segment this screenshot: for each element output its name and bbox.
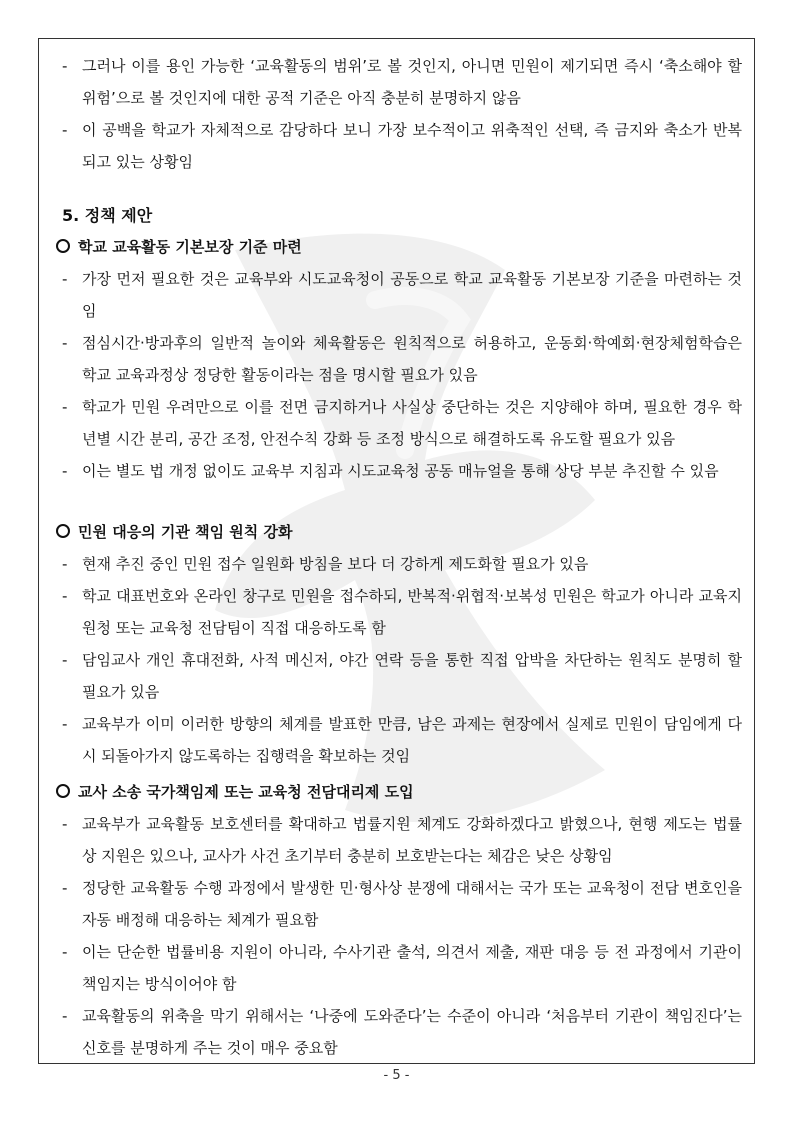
dash-marker: - [62, 57, 68, 75]
subsection-2-bullet-4 [62, 708, 742, 772]
bullet-text: 그러나 이를 용인 가능한 ‘교육활동의 범위’로 볼 것인지, 아니면 민원이 제기되면 즉시 ‘축소해야 할 위험’으로 볼 것인지에 대한 공적 기준은 아직 충분히 분명하지 않음 [82, 57, 742, 107]
bullet-text: 현재 추진 중인 민원 접수 일원화 방침을 보다 더 강하게 제도화할 필요가 있음 [82, 555, 589, 573]
bullet-text: 정당한 교육활동 수행 과정에서 발생한 민·형사상 분쟁에 대해서는 국가 또는 교육청이 전담 변호인을 자동 배정해 대응하는 체계가 필요함 [82, 879, 742, 929]
intro-bullet-2 [62, 114, 742, 178]
dash-marker: - [62, 270, 68, 288]
dash-marker: - [62, 121, 68, 139]
subsection-3-bullet-2 [62, 872, 742, 936]
dash-marker: - [62, 398, 68, 416]
subsection-3-bullet-1 [62, 808, 742, 872]
section-title: 5. 정책 제안 [62, 206, 153, 225]
circle-bullet-icon [56, 784, 70, 798]
intro-bullet-1 [62, 50, 742, 114]
bullet-text: 이는 별도 법 개정 없이도 교육부 지침과 시도교육청 공동 매뉴얼을 통해 상당 부분 추진할 수 있음 [82, 462, 719, 480]
bullet-text: 교육부가 이미 이러한 방향의 체계를 발표한 만큼, 남은 과제는 현장에서 실제로 민원이 담임에게 다시 되돌아가지 않도록하는 집행력을 확보하는 것임 [82, 715, 742, 765]
subsection-1-bullet-4 [62, 455, 742, 487]
subsection-1-bullet-3 [62, 391, 742, 455]
dash-marker: - [62, 651, 68, 669]
subsection-2-bullet-3 [62, 644, 742, 708]
subsection-1-bullet-1 [62, 263, 742, 327]
page-number: - 5 - [383, 1068, 410, 1083]
subsection-heading-text: 민원 대응의 기관 책임 원칙 강화 [78, 523, 293, 541]
circle-bullet-icon [56, 524, 70, 538]
dash-marker: - [62, 462, 68, 480]
subsection-heading-text: 교사 소송 국가책임제 또는 교육청 전담대리제 도입 [78, 783, 414, 801]
dash-marker: - [62, 879, 68, 897]
bullet-text: 학교 대표번호와 온라인 창구로 민원을 접수하되, 반복적·위협적·보복성 민원은 학교가 아니라 교육지원청 또는 교육청 전담팀이 직접 대응하도록 함 [82, 587, 742, 637]
subsection-3-bullet-4 [62, 1000, 742, 1064]
dash-marker: - [62, 1007, 68, 1025]
subsection-heading-text: 학교 교육활동 기본보장 기준 마련 [78, 238, 302, 256]
dash-marker: - [62, 555, 68, 573]
subsection-3-bullet-3 [62, 936, 742, 1000]
circle-bullet-icon [56, 239, 70, 253]
bullet-text: 가장 먼저 필요한 것은 교육부와 시도교육청이 공동으로 학교 교육활동 기본보장 기준을 마련하는 것임 [82, 270, 742, 320]
bullet-text: 점심시간·방과후의 일반적 놀이와 체육활동은 원칙적으로 허용하고, 운동회·학예회·현장체험학습은 학교 교육과정상 정당한 활동이라는 점을 명시할 필요가 있음 [82, 334, 742, 384]
bullet-text: 이 공백을 학교가 자체적으로 감당하다 보니 가장 보수적이고 위축적인 선택, 즉 금지와 축소가 반복되고 있는 상황임 [82, 121, 742, 171]
subsection-2-bullet-1 [62, 548, 742, 580]
dash-marker: - [62, 587, 68, 605]
dash-marker: - [62, 815, 68, 833]
subsection-heading-1 [56, 231, 302, 263]
subsection-heading-2 [56, 516, 292, 548]
dash-marker: - [62, 334, 68, 352]
bullet-text: 담임교사 개인 휴대전화, 사적 메신저, 야간 연락 등을 통한 직접 압박을 차단하는 원칙도 분명히 할 필요가 있음 [82, 651, 742, 701]
subsection-1-bullet-2 [62, 327, 742, 391]
dash-marker: - [62, 943, 68, 961]
bullet-text: 교육활동의 위축을 막기 위해서는 ‘나중에 도와준다’는 수준이 아니라 ‘처음부터 기관이 책임진다’는 신호를 분명하게 주는 것이 매우 중요함 [82, 1007, 742, 1057]
dash-marker: - [62, 715, 68, 733]
bullet-text: 학교가 민원 우려만으로 이를 전면 금지하거나 사실상 중단하는 것은 지양해야 하며, 필요한 경우 학년별 시간 분리, 공간 조정, 안전수칙 강화 등 조정 방식으로 해결하도록 유도할 필요가 있음 [82, 398, 742, 448]
subsection-2-bullet-2 [62, 580, 742, 644]
subsection-heading-3 [56, 776, 414, 808]
bullet-text: 이는 단순한 법률비용 지원이 아니라, 수사기관 출석, 의견서 제출, 재판 대응 등 전 과정에서 기관이 책임지는 방식이어야 함 [82, 943, 742, 993]
bullet-text: 교육부가 교육활동 보호센터를 확대하고 법률지원 체계도 강화하겠다고 밝혔으나, 현행 제도는 법률상 지원은 있으나, 교사가 사건 초기부터 충분히 보호받는다는 체감은 낮은 상황임 [82, 815, 742, 865]
